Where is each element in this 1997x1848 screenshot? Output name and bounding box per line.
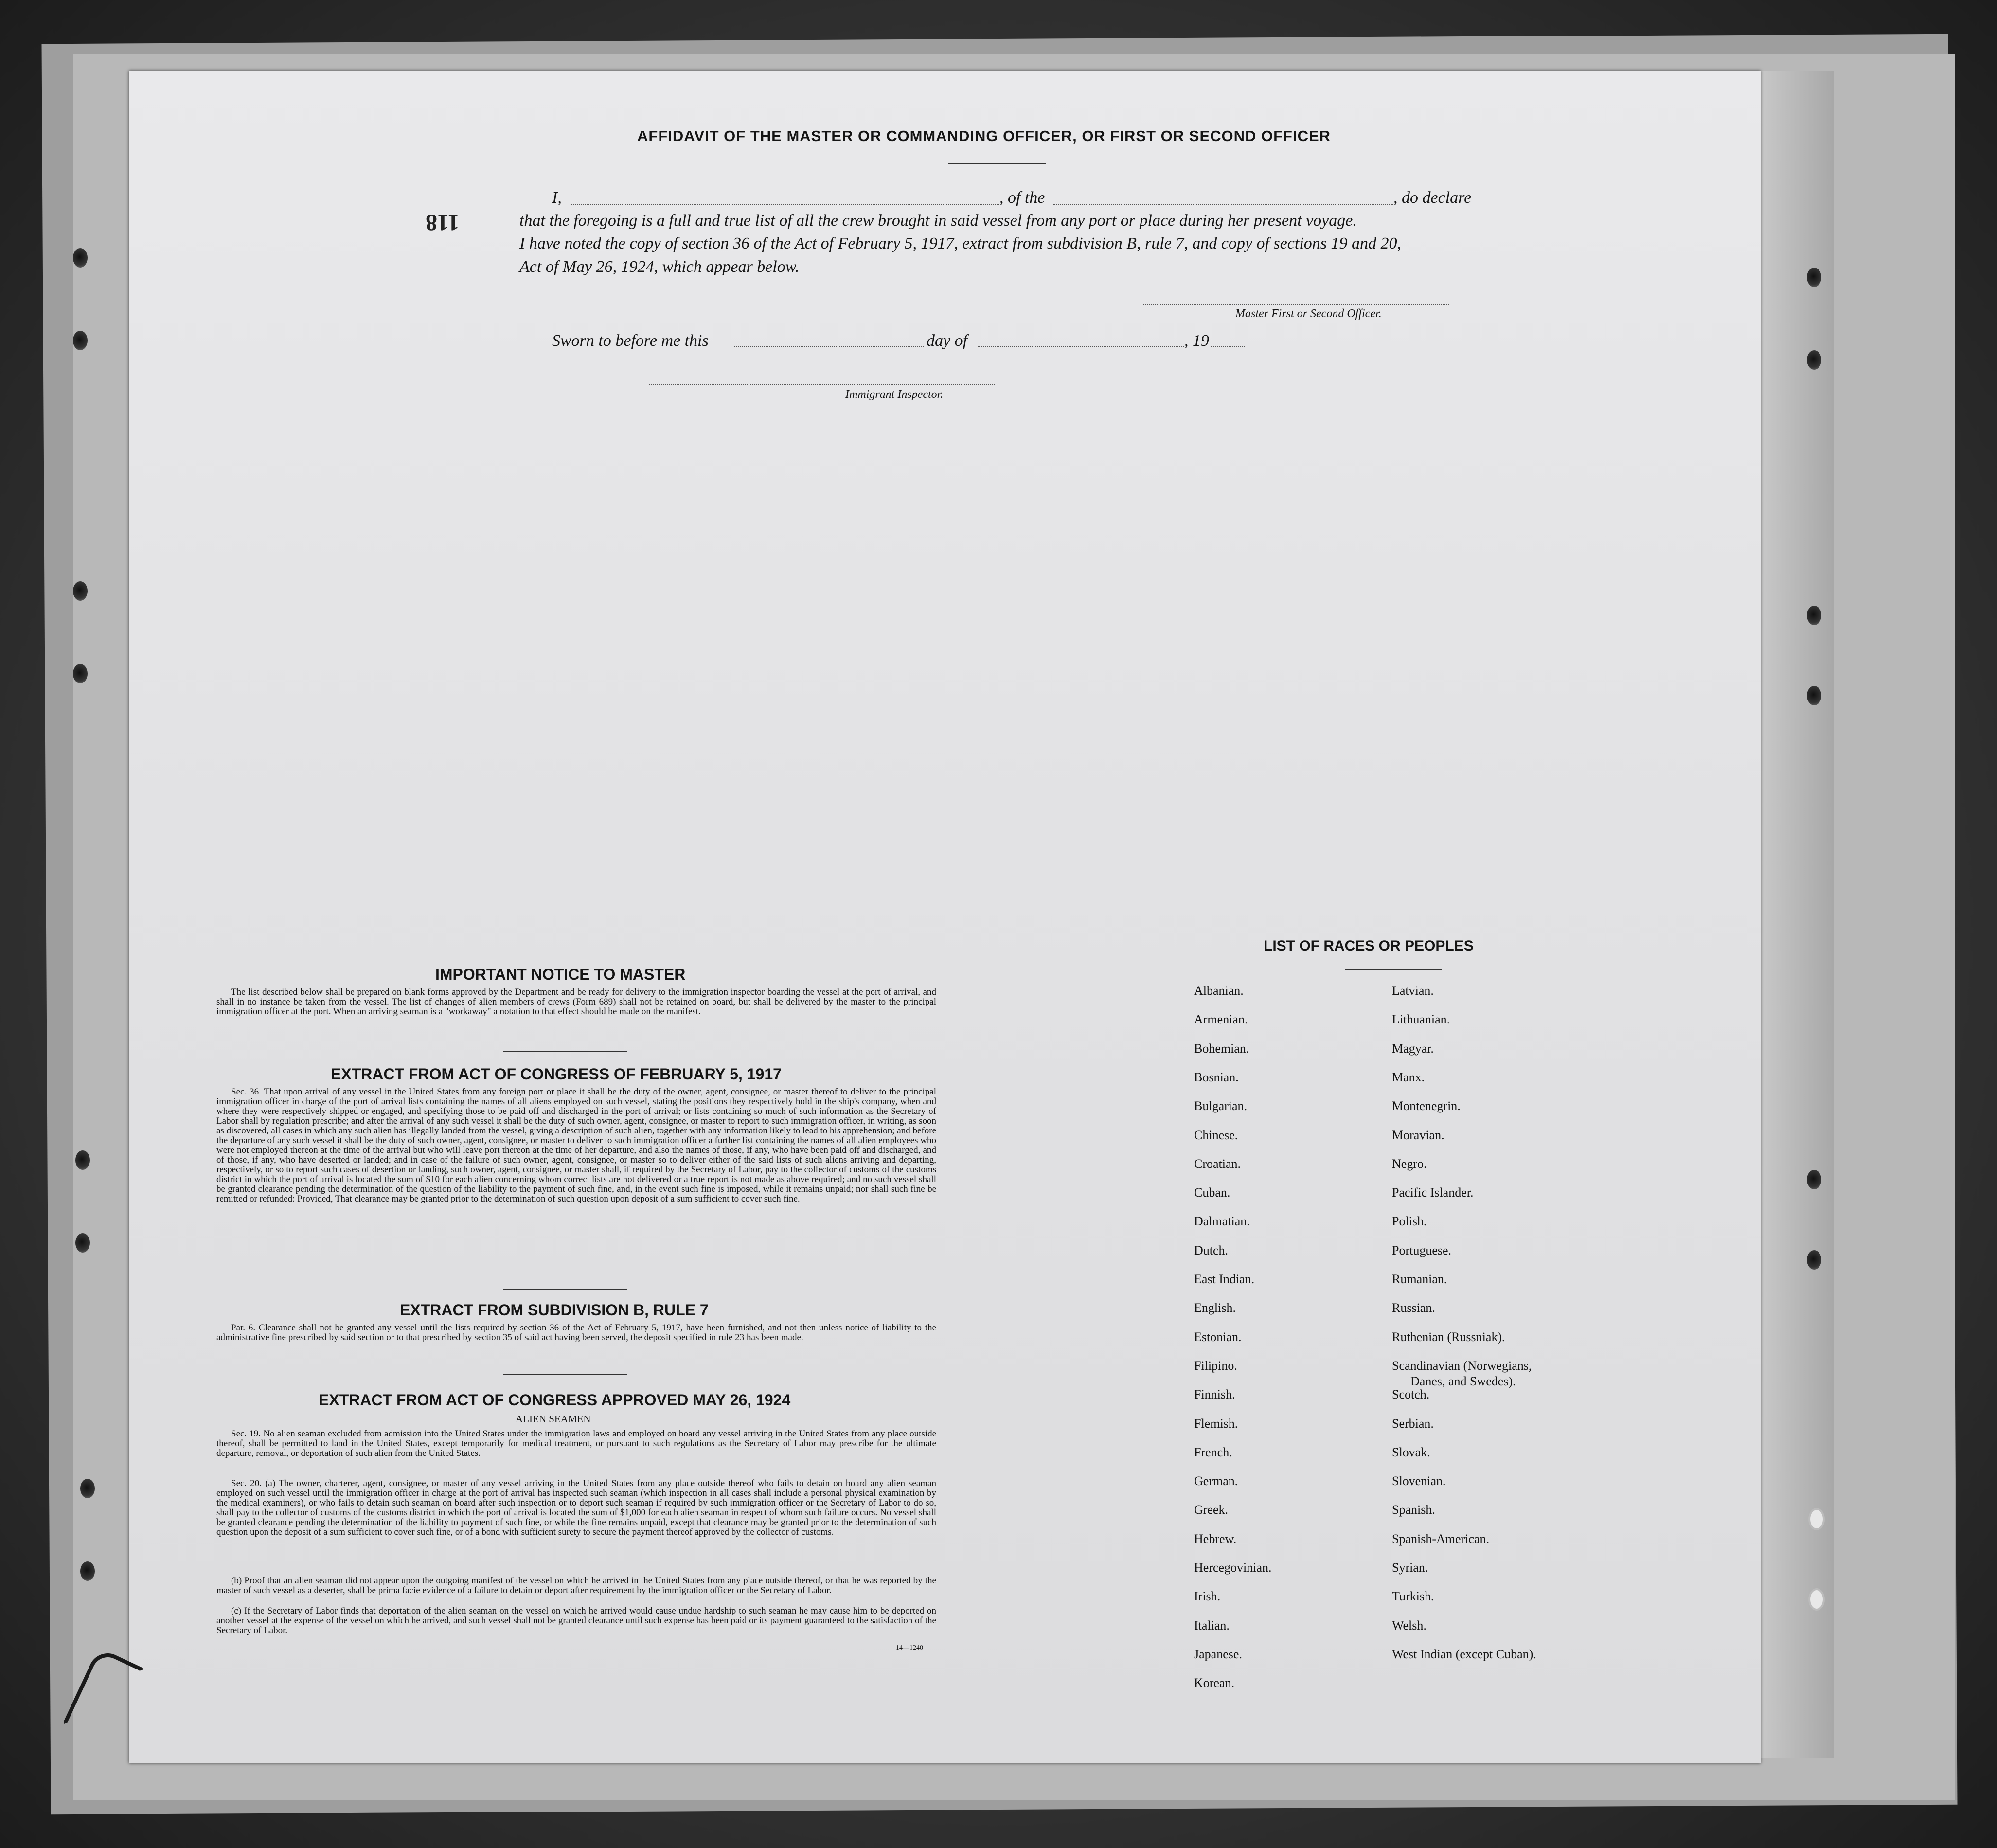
race-item: Serbian. <box>1392 1416 1434 1431</box>
race-item: Montenegrin. <box>1392 1099 1461 1113</box>
affidavit-title: AFFIDAVIT OF THE MASTER OR COMMANDING OFFICER, OR FIRST OR SECOND OFFICER <box>637 127 1331 144</box>
races-title: LIST OF RACES OR PEOPLES <box>1264 938 1474 954</box>
extract-1917-title: EXTRACT FROM ACT OF CONGRESS OF FEBRUARY 5, 1917 <box>331 1065 782 1083</box>
race-item: Latvian. <box>1392 984 1434 998</box>
races-divider <box>1345 969 1442 970</box>
race-item: Bohemian. <box>1194 1041 1249 1056</box>
binder-hole <box>1807 686 1821 705</box>
sworn-date-blank[interactable] <box>734 346 924 347</box>
binder-hole <box>1807 606 1821 625</box>
sworn-day-of: day of <box>927 332 968 350</box>
race-item: Italian. <box>1194 1618 1230 1633</box>
race-item: Bosnian. <box>1194 1070 1239 1084</box>
race-item: West Indian (except Cuban). <box>1392 1647 1536 1661</box>
race-item: Dalmatian. <box>1194 1214 1250 1229</box>
race-item: Korean. <box>1194 1676 1235 1690</box>
race-item: Hebrew. <box>1194 1531 1237 1546</box>
binder-hole <box>1808 1588 1825 1611</box>
race-item: Chinese. <box>1194 1128 1238 1142</box>
binder-hole <box>75 1150 90 1170</box>
race-item: East Indian. <box>1194 1272 1255 1286</box>
affidavit-line-2: that the foregoing is a full and true list of all the crew brought in said vessel from any port or place during her present voyage. <box>519 212 1357 230</box>
binder-hole <box>73 248 88 268</box>
sworn-month-blank[interactable] <box>978 346 1184 347</box>
inspector-signature-blank[interactable] <box>649 384 995 385</box>
race-item: Scandinavian (Norwegians, <box>1392 1358 1532 1373</box>
section-divider <box>503 1289 627 1290</box>
extract-1924-title: EXTRACT FROM ACT OF CONGRESS APPROVED MAY 26, 1924 <box>319 1391 791 1409</box>
sworn-year: , 19 <box>1184 332 1209 350</box>
affidavit-declare: , do declare <box>1393 189 1472 207</box>
binder-hole <box>1807 1170 1821 1189</box>
race-item: Ruthenian (Russniak). <box>1392 1329 1505 1344</box>
master-signature-label: Master First or Second Officer. <box>1235 307 1382 320</box>
race-item: French. <box>1194 1445 1232 1459</box>
race-item: Syrian. <box>1392 1561 1428 1575</box>
race-item: Cuban. <box>1194 1185 1230 1200</box>
binder-hole <box>73 664 88 683</box>
sworn-prefix: Sworn to before me this <box>552 332 709 350</box>
section-divider <box>503 1374 627 1375</box>
race-item: Hercegovinian. <box>1194 1561 1272 1575</box>
binder-hole <box>73 331 88 350</box>
race-item: Albanian. <box>1194 984 1244 998</box>
name-blank[interactable] <box>571 204 999 205</box>
race-item: Manx. <box>1392 1070 1425 1084</box>
race-item: Bulgarian. <box>1194 1099 1248 1113</box>
race-item: Armenian. <box>1194 1012 1248 1027</box>
race-item: Moravian. <box>1392 1128 1444 1142</box>
adjacent-page-edge <box>1761 71 1834 1758</box>
race-item: Scotch. <box>1392 1387 1430 1402</box>
master-signature-blank[interactable] <box>1143 304 1449 305</box>
race-item: Russian. <box>1392 1301 1435 1315</box>
race-item: Lithuanian. <box>1392 1012 1450 1027</box>
affidavit-of-the: , of the <box>999 189 1045 207</box>
race-item: Negro. <box>1392 1156 1427 1171</box>
binder-hole <box>75 1233 90 1253</box>
race-item: Polish. <box>1392 1214 1427 1229</box>
extract-rule7-body: Par. 6. Clearance shall not be granted any vessel until the lists required by section 36 of the Act of February 5, 1917, have been furnished, and not then unless notice of liability to the administrative fine prescribed by said section or to that prescribed by section 35 of said act having been served, the deposit specified in rule 23 has been made. <box>216 1323 936 1343</box>
race-item: Spanish-American. <box>1392 1531 1490 1546</box>
race-item: Rumanian. <box>1392 1272 1447 1286</box>
sworn-year-blank[interactable] <box>1211 346 1245 347</box>
binder-hole <box>1807 268 1821 287</box>
vessel-blank[interactable] <box>1053 204 1393 205</box>
sec20b-body: (b) Proof that an alien seaman did not appear upon the outgoing manifest of the vessel on which he arrived in the United States from any place outside thereof, or that he was reported by the master of such vessel as a deserter, shall be prima facie evidence of a failure to detain or deport after requirement by the immigration officer or the Secretary of Labor. <box>216 1576 936 1596</box>
binder-hole <box>73 581 88 601</box>
race-item: Dutch. <box>1194 1243 1229 1257</box>
notice-body: The list described below shall be prepared on blank forms approved by the Department and be ready for delivery to the immigration inspector boarding the vessel at the port of arrival, and shall in no instance be taken from the vessel. The list of changes of alien members of crews (Form 689) shall not be retained on board, but shall be delivered by the master to the principal immigration officer at the port. When an arriving seaman is a "workaway" a notation to that effect should be made on the manifest. <box>216 987 936 1017</box>
binder-hole <box>1808 1508 1825 1530</box>
race-item: Portuguese. <box>1392 1243 1452 1257</box>
race-item: Japanese. <box>1194 1647 1242 1661</box>
race-item: English. <box>1194 1301 1236 1315</box>
race-item: Greek. <box>1194 1503 1229 1517</box>
form-number: 14—1240 <box>896 1644 923 1651</box>
affidavit-line-3: I have noted the copy of section 36 of the Act of February 5, 1917, extract from subdivision B, rule 7, and copy of sections 19 and 20, <box>519 234 1402 252</box>
race-item: Magyar. <box>1392 1041 1434 1056</box>
race-item: Pacific Islander. <box>1392 1185 1474 1200</box>
sec20a-body: Sec. 20. (a) The owner, charterer, agent, consignee, or master of any vessel arriving in the United States from any place outside thereof who fails to detain on board any alien seaman employed on such vessel until the immigration officer in charge at the port of arrival has inspected such seaman (which inspection in all cases shall include a personal physical examination by the medical examiners), or who fails to detain such seaman on board after such inspection or to deport such seaman if required by such immigration officer or the Secretary of Labor to do so, shall pay to the collector of customs of the customs district in which the port of arrival is located the sum of $1,000 for each alien seaman in respect of whom such failure occurs. No vessel shall be granted clearance pending the determination of the liability to payment of such fine, or while the fine remains unpaid, except that clearance may be granted prior to the determination of such question upon the deposit of a sum sufficient to cover such fine, or of a bond with sufficient surety to secure the payment thereof approved by the collector of customs. <box>216 1478 936 1537</box>
affidavit-line-4: Act of May 26, 1924, which appear below. <box>519 258 800 276</box>
race-item: Slovenian. <box>1392 1474 1446 1489</box>
binder-hole <box>80 1561 95 1581</box>
race-item: Croatian. <box>1194 1156 1241 1171</box>
binder-hole <box>1807 350 1821 370</box>
race-item: Welsh. <box>1392 1618 1426 1633</box>
binder-hole <box>80 1479 95 1498</box>
section-divider <box>503 1051 627 1052</box>
sec20c-body: (c) If the Secretary of Labor finds that deportation of the alien seaman on the vessel on which he arrived would cause undue hardship to such seaman he may cause him to be deported on another vessel at the expense of the vessel on which he arrived, and such vessel shall not be granted clearance until such expense has been paid or its payment guaranteed to the satisfaction of the Secretary of Labor. <box>216 1606 936 1635</box>
binder-hole <box>1807 1250 1821 1270</box>
affidavit-line-i: I, <box>552 189 562 207</box>
race-item: Finnish. <box>1194 1387 1235 1402</box>
title-divider <box>948 163 1046 164</box>
sec19-body: Sec. 19. No alien seaman excluded from admission into the United States under the immigration laws and employed on board any vessel arriving in the United States from any place outside thereof, shall be permitted to land in the United States, except temporarily for medical treatment, or pursuant to such regulations as the Secretary of Labor may prescribe for the ultimate departure, removal, or deportation of such alien from the United States. <box>216 1429 936 1458</box>
extract-rule7-title: EXTRACT FROM SUBDIVISION B, RULE 7 <box>400 1301 709 1319</box>
stamped-number: 118 <box>426 210 460 235</box>
alien-seamen-subtitle: ALIEN SEAMEN <box>516 1413 591 1425</box>
race-item: Danes, and Swedes). <box>1410 1374 1516 1388</box>
extract-1917-body: Sec. 36. That upon arrival of any vessel in the United States from any foreign port or place it shall be the duty of the owner, agent, consignee, or master thereof to deliver to the principal immigration officer in charge of the port of arrival lists containing the names of all aliens employed on such vessel, stating the positions they respectively hold in the ship's company, when and where they were respectively shipped or engaged, and specifying those to be paid off and discharged in the port of arrival; or lists containing so much of such information as the Secretary of Labor shall by regulation prescribe; and after the arrival of any such vessel it shall be the duty of such owner, agent, consignee, or master to report to such immigration officer, in writing, as soon as discovered, all cases in which any such alien has illegally landed from the vessel, giving a description of such alien, together with any information likely to lead to his apprehension; and before the departure of any such vessel it shall be the duty of such owner, agent, consignee, or master to deliver to such immigration officer a further list containing the names of all alien employees who were not employed thereon at the time of the arrival but who will leave port thereon at the time of her departure, and also the names of those, if any, who have been paid off and discharged, and of those, if any, who have deserted or landed; and in case of the failure of such owner, agent, consignee, or master so to deliver either of the said lists of such aliens arriving and departing, respectively, or so to report such cases of desertion or landing, such owner, agent, consignee, or master shall, if required by the Secretary of Labor, pay to the collector of customs of the customs district in which the port of arrival is located the sum of $10 for each alien concerning whom correct lists are not delivered or a true report is not made as above required; and no such vessel shall be granted clearance pending the determination of the question of the liability to the payment of such fine, and, in the event such fine is imposed, while it remains unpaid; nor shall such fine be remitted or refunded: Provided, That clearance may be granted prior to the determination of such question upon deposit of a sum sufficient to cover such fine. <box>216 1087 936 1204</box>
race-item: Turkish. <box>1392 1589 1434 1604</box>
race-item: German. <box>1194 1474 1238 1489</box>
race-item: Slovak. <box>1392 1445 1430 1459</box>
inspector-label: Immigrant Inspector. <box>845 388 944 401</box>
race-item: Flemish. <box>1194 1416 1238 1431</box>
race-item: Irish. <box>1194 1589 1221 1604</box>
race-item: Estonian. <box>1194 1329 1242 1344</box>
race-item: Spanish. <box>1392 1503 1435 1517</box>
notice-title: IMPORTANT NOTICE TO MASTER <box>435 966 686 983</box>
race-item: Filipino. <box>1194 1358 1237 1373</box>
